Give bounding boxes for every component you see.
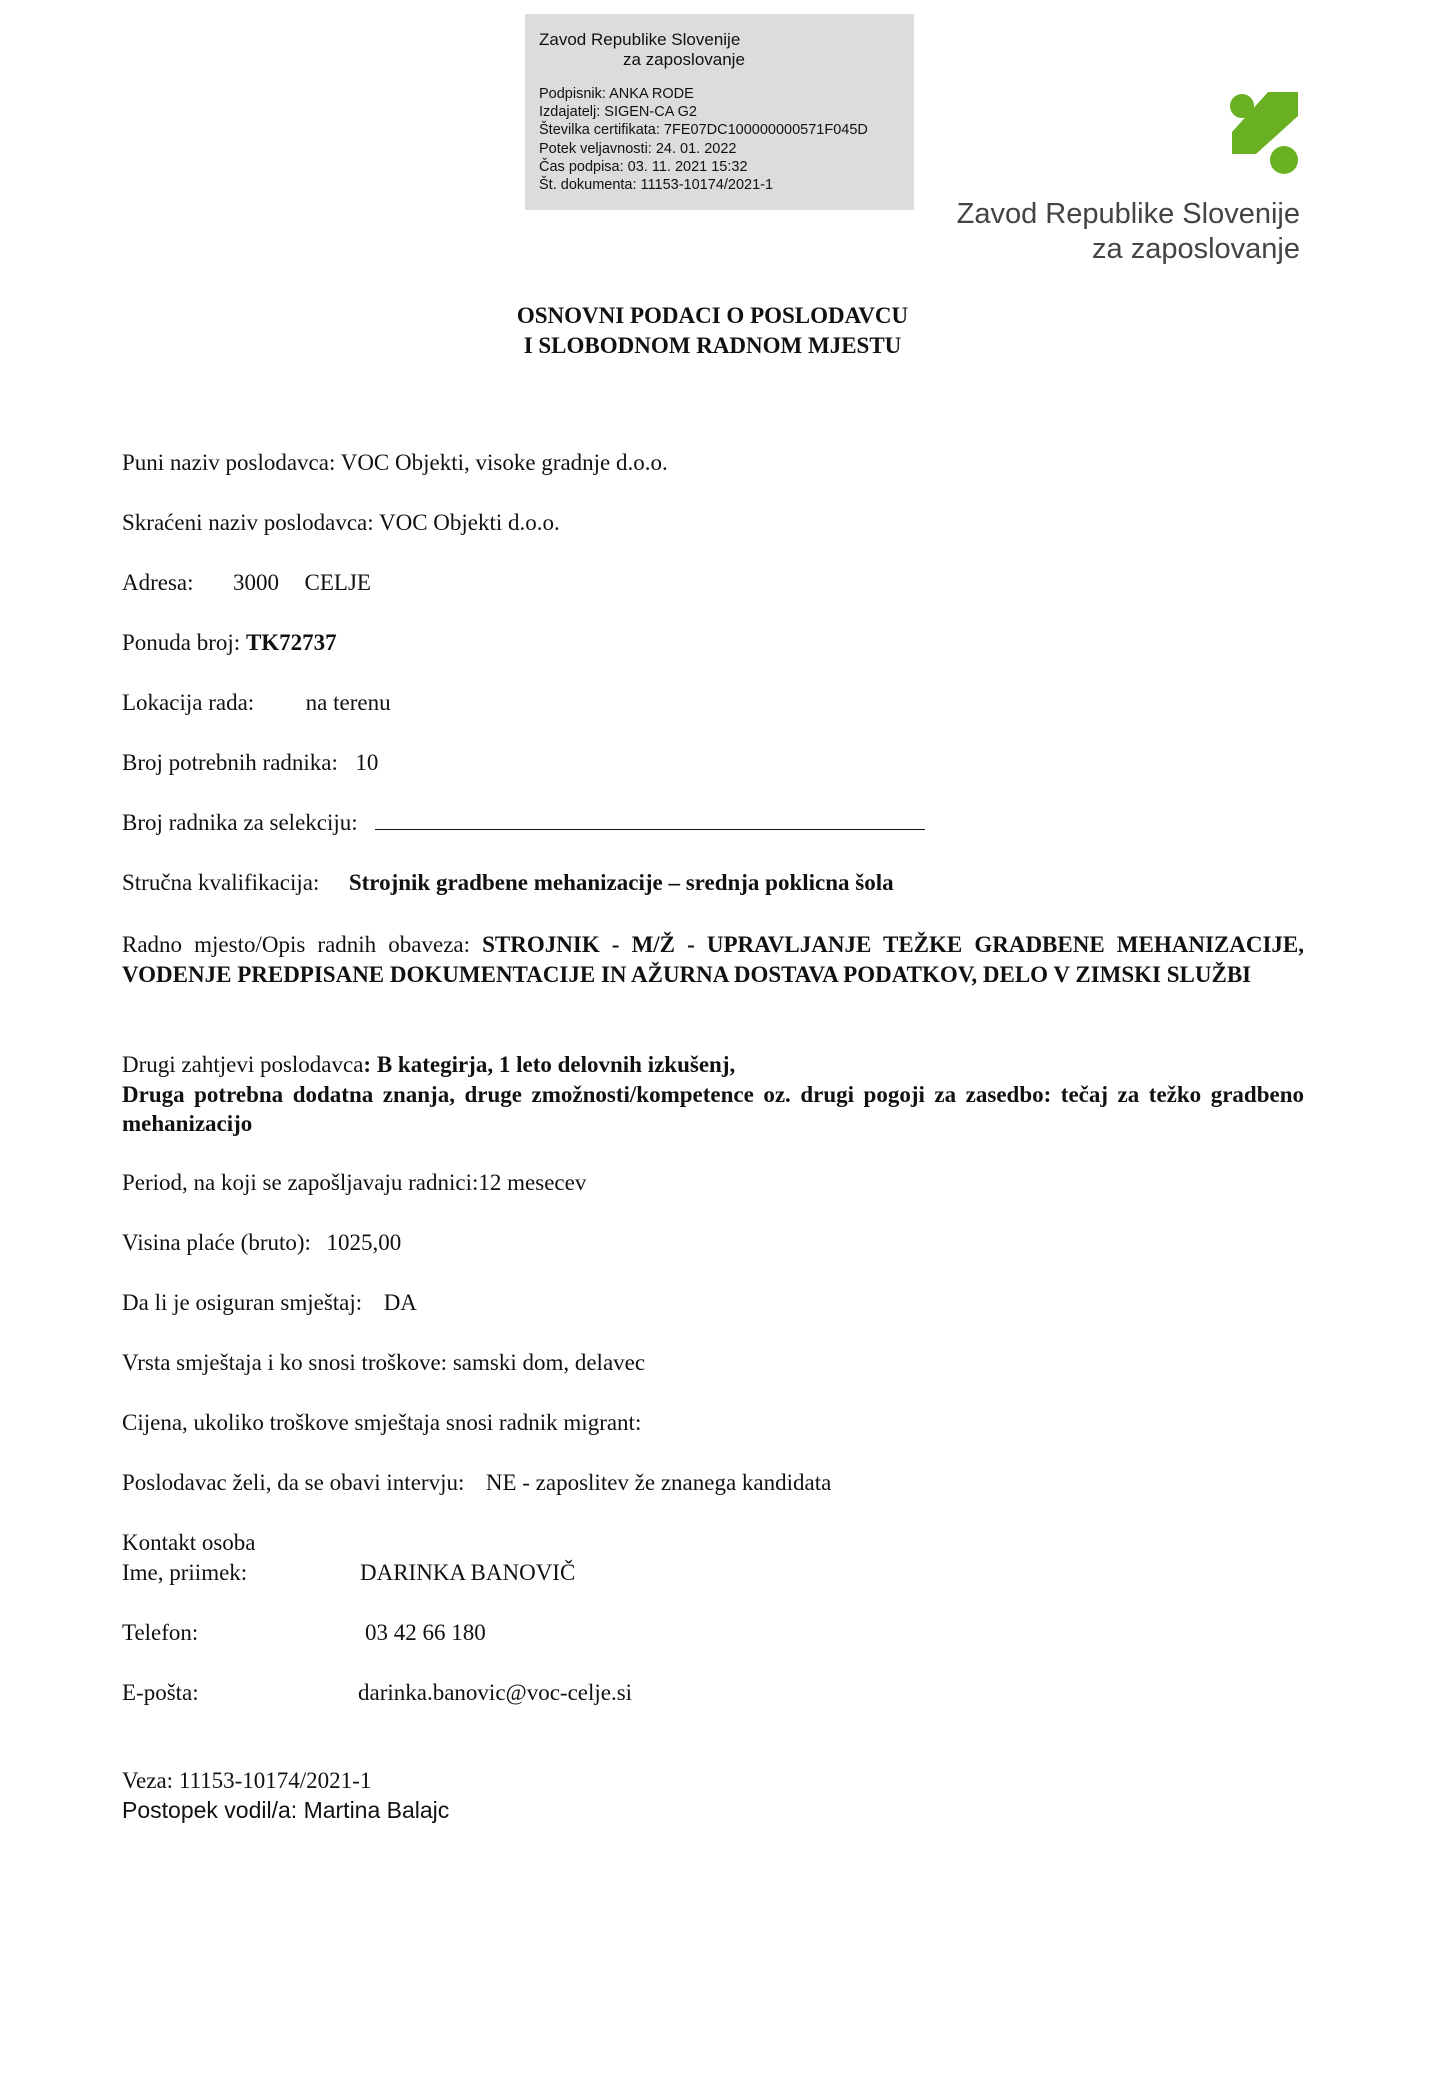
field-location — [122, 690, 391, 716]
field-value: NE - zaposlitev že znanega kandidata — [485, 1470, 832, 1495]
field-label: Skraćeni naziv poslodavca: — [122, 510, 374, 535]
field-contact-name — [122, 1560, 1022, 1586]
signature-org-line2: za zaposlovanje — [623, 50, 745, 69]
field-label: Ponuda broj: — [122, 630, 241, 655]
field-value: STROJNIK - M/Ž - UPRAVLJANJE TEŽKE GRADBENE MEHANIZACIJE, VODENJE PREDPISANE DOKUMENTACIJE IN AŽURNA DOSTAVA PODATKOV, DELO V ZIMSKI SLUŽBI — [122, 932, 1305, 987]
document-title-line2: I SLOBODNOM RADNOM MJESTU — [523, 333, 902, 358]
signature-doc-number: Št. dokumenta: 11153-10174/2021-1 — [539, 177, 774, 194]
field-offer-number — [122, 630, 337, 656]
field-label: Period, na koji se zapošljavaju radnici: — [122, 1170, 479, 1195]
field-label: Da li je osiguran smještaj: — [122, 1290, 363, 1315]
signature-certificate: Številka certifikata: 7FE07DC100000000571F045D — [539, 122, 868, 139]
document-title-line1: OSNOVNI PODACI O POSLODAVCU — [516, 303, 909, 328]
field-other-requirements — [122, 1050, 1304, 1139]
contact-heading: Kontakt osoba — [122, 1530, 256, 1555]
blank-line — [375, 811, 925, 830]
address-city: CELJE — [304, 570, 371, 595]
signature-signer: Podpisnik: ANKA RODE — [539, 86, 694, 102]
field-workers-selection — [122, 810, 925, 836]
field-label: Broj radnika za selekciju: — [122, 810, 358, 835]
footer-ref-value: 11153-10174/2021-1 — [178, 1768, 372, 1793]
field-value: : B kategirja, 1 leto delovnih izkušenj, — [363, 1052, 736, 1077]
field-value: DA — [383, 1290, 417, 1315]
footer-handled-value: Martina Balajc — [303, 1797, 450, 1823]
field-label: Ime, priimek: — [122, 1560, 248, 1585]
field-interview — [122, 1470, 831, 1496]
footer-handled-by — [122, 1797, 449, 1824]
field-label: Cijena, ukoliko troškove smještaja snosi radnik migrant: — [122, 1410, 642, 1435]
field-label: Stručna kvalifikacija: — [122, 870, 320, 895]
logo-text-line1: Zavod Republike Slovenije — [956, 198, 1300, 230]
field-full-name — [122, 450, 668, 476]
field-contact-phone — [122, 1620, 1022, 1646]
field-label: Puni naziv poslodavca: — [122, 450, 336, 475]
field-value: TK72737 — [245, 630, 337, 655]
field-value: VOC Objekti d.o.o. — [378, 510, 560, 535]
field-salary — [122, 1230, 401, 1256]
field-value: 03 42 66 180 — [365, 1620, 486, 1645]
field-housing — [122, 1290, 417, 1316]
field-label: Broj potrebnih radnika: — [122, 750, 338, 775]
field-label: E-pošta: — [122, 1680, 199, 1705]
field-value: DARINKA BANOVIČ — [360, 1560, 576, 1585]
field-value: 12 mesecev — [478, 1170, 587, 1195]
field-label: Drugi zahtjevi poslodavca — [122, 1052, 364, 1077]
field-value-extra: Druga potrebna dodatna znanja, druge zmožnosti/kompetence oz. drugi pogoji za zasedbo: tečaj za težko gradbeno mehanizacijo — [122, 1081, 1304, 1136]
field-label: Lokacija rada: — [122, 690, 255, 715]
signature-expiry: Potek veljavnosti: 24. 01. 2022 — [539, 140, 737, 157]
address-zip: 3000 — [233, 570, 280, 595]
field-label: Poslodavac želi, da se obavi intervju: — [122, 1470, 465, 1495]
field-value: Strojnik gradbene mehanizacije – srednja poklicna šola — [348, 870, 894, 895]
field-label: Telefon: — [122, 1620, 199, 1645]
field-qualification — [122, 870, 894, 896]
field-label: Radno mjesto/Opis radnih obaveza: — [122, 932, 471, 957]
field-value: na terenu — [305, 690, 391, 715]
field-housing-type — [122, 1350, 645, 1376]
digital-signature-box — [525, 14, 914, 210]
field-period — [122, 1170, 586, 1196]
field-value: 1025,00 — [326, 1230, 402, 1255]
field-value: 10 — [355, 750, 379, 775]
field-job-description — [122, 930, 1304, 989]
field-short-name — [122, 510, 560, 536]
signature-time: Čas podpisa: 03. 11. 2021 15:32 — [539, 158, 748, 175]
field-label: Visina plaće (bruto): — [122, 1230, 311, 1255]
field-value: VOC Objekti, visoke gradnje d.o.o. — [340, 450, 668, 475]
footer-handled-label: Postopek vodil/a: — [122, 1797, 298, 1823]
field-workers-needed — [122, 750, 378, 776]
signature-details — [539, 85, 868, 194]
field-value: darinka.banovic@voc-celje.si — [358, 1680, 633, 1705]
field-address — [122, 570, 371, 596]
field-value: samski dom, delavec — [452, 1350, 646, 1375]
logo-text-line2: za zaposlovanje — [1092, 233, 1300, 265]
zrss-logo-icon — [1222, 88, 1302, 178]
field-label: Adresa: — [122, 570, 194, 595]
field-contact-email — [122, 1680, 1022, 1706]
footer-ref-label: Veza: — [122, 1768, 174, 1793]
signature-issuer: Izdajatelj: SIGEN-CA G2 — [539, 104, 697, 121]
field-label: Vrsta smještaja i ko snosi troškove: — [122, 1350, 448, 1375]
signature-org-line1: Zavod Republike Slovenije — [539, 30, 741, 49]
field-housing-price — [122, 1410, 641, 1436]
footer-reference — [122, 1768, 371, 1794]
